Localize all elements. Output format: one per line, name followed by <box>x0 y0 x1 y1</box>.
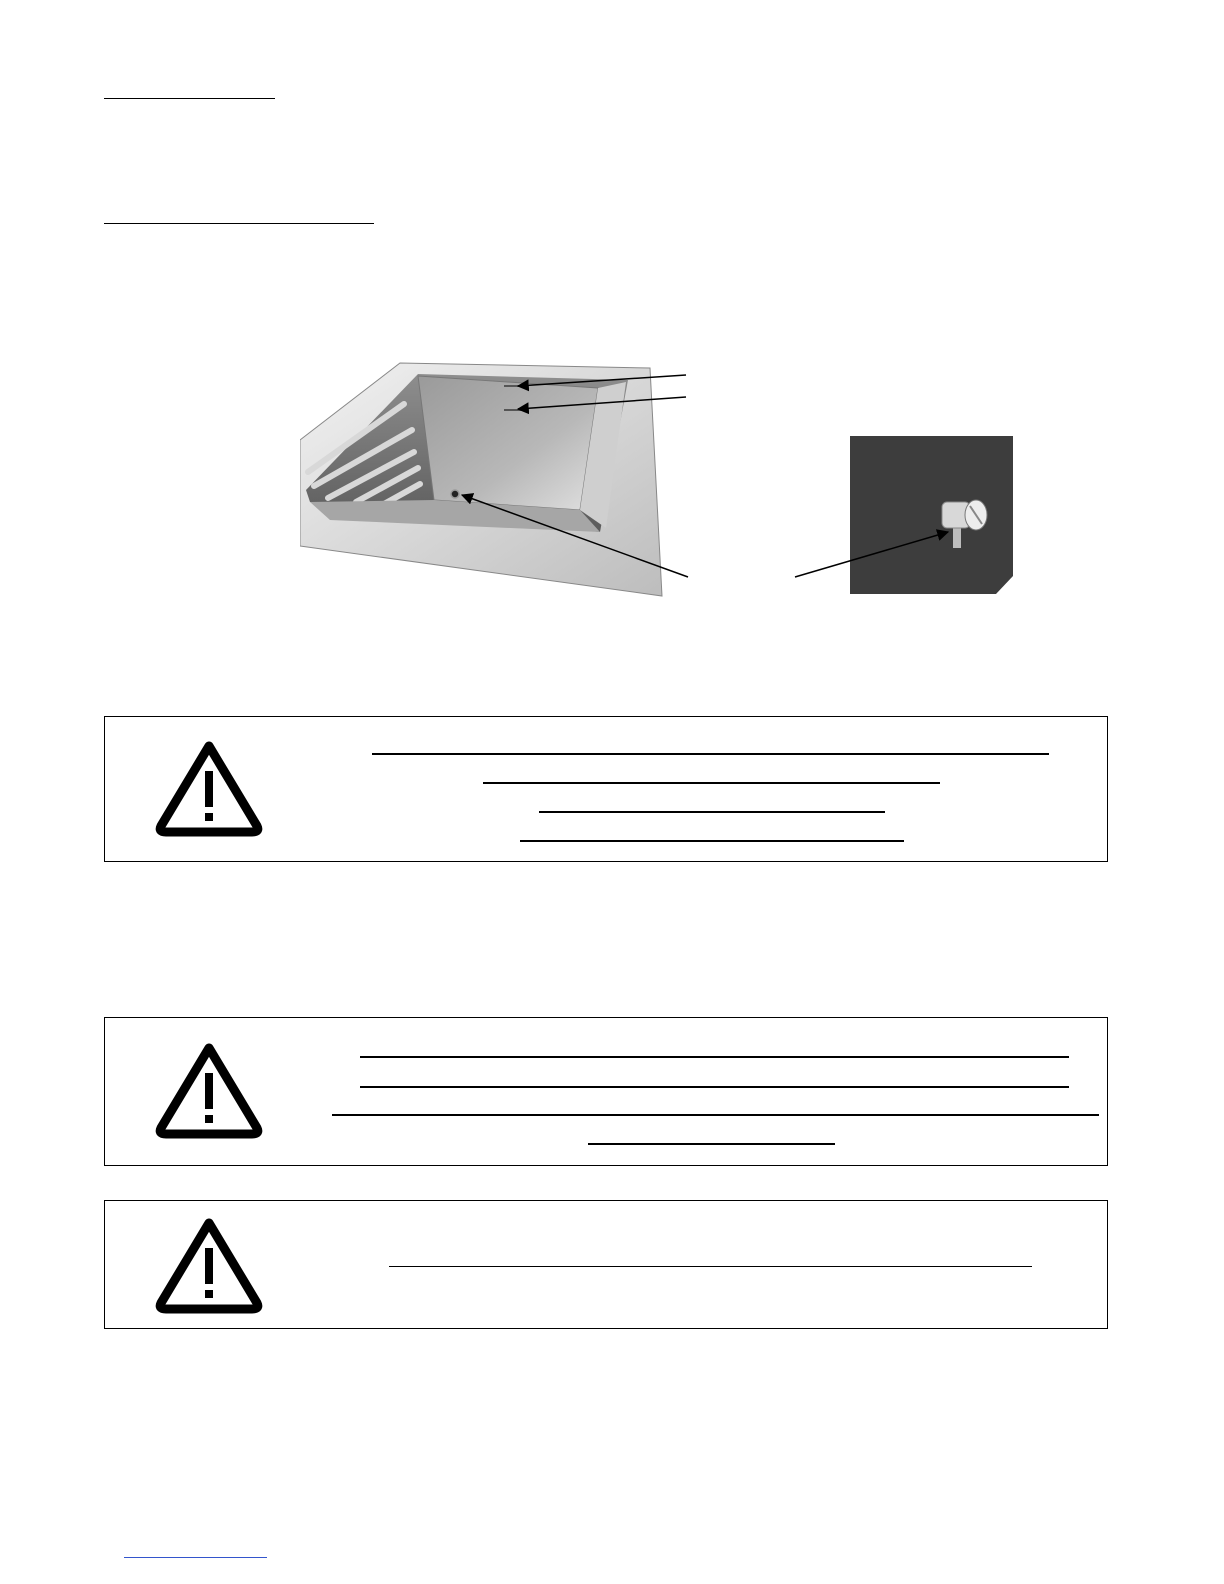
warning-1-line-1 <box>372 753 1049 755</box>
warning-2-line-4 <box>588 1143 835 1145</box>
warning-triangle-icon <box>152 1214 266 1316</box>
arrow-max-level <box>518 375 686 386</box>
warning-triangle-icon <box>152 1039 266 1141</box>
warning-1-line-4 <box>520 840 904 842</box>
arrow-drain-valve <box>795 532 948 577</box>
warning-3-line-1 <box>389 1266 1032 1267</box>
warning-2-line-1 <box>360 1056 1069 1058</box>
warning-2-line-2 <box>360 1086 1069 1088</box>
warning-2-line-3 <box>332 1114 1099 1116</box>
footer-link[interactable] <box>124 1557 267 1558</box>
arrow-drain-hole <box>462 495 688 577</box>
warning-1-line-2 <box>483 782 940 784</box>
warning-1-line-3 <box>539 811 885 813</box>
warning-triangle-icon <box>152 737 266 839</box>
arrow-min-level <box>518 397 686 409</box>
